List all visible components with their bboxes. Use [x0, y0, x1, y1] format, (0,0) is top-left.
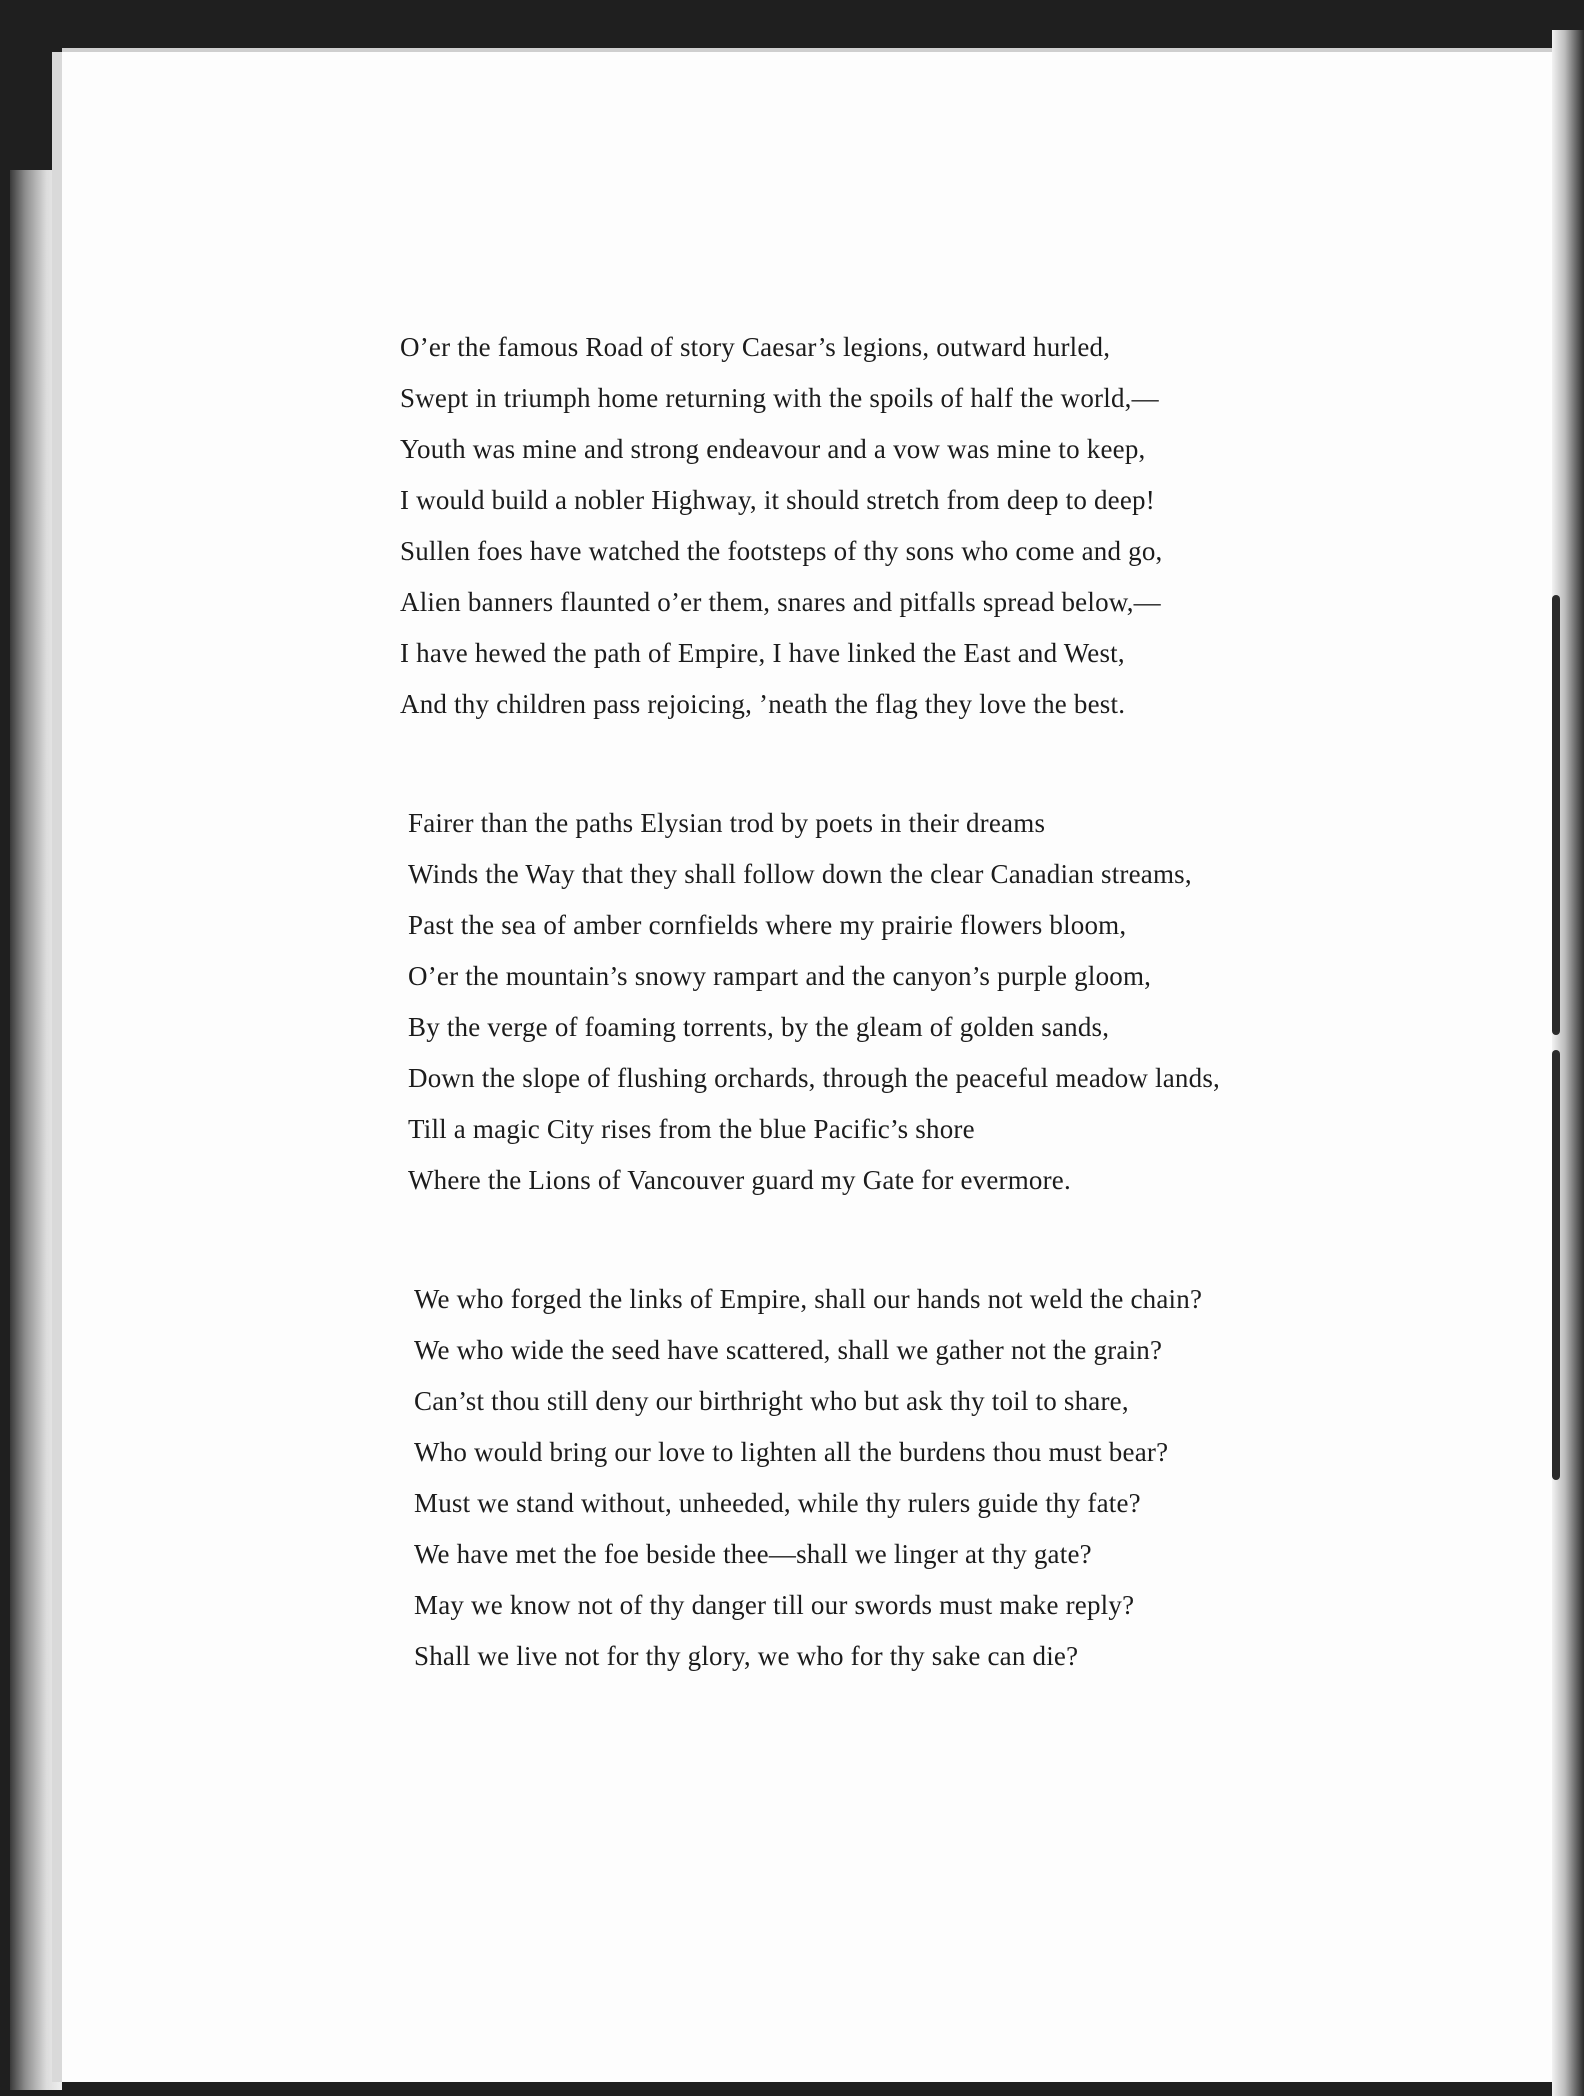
poem-line: Sullen foes have watched the footsteps of thy sons who come and go, [400, 536, 1163, 566]
binding-mark-lower [1552, 1050, 1560, 1480]
poem-line: And thy children pass rejoicing, ’neath the flag they love the best. [400, 689, 1126, 719]
poem-line: I have hewed the path of Empire, I have linked the East and West, [400, 638, 1125, 668]
poem-line: Fairer than the paths Elysian trod by poets in their dreams [408, 808, 1046, 838]
poem-line: We have met the foe beside thee—shall we linger at thy gate? [414, 1539, 1092, 1569]
poem-line: Youth was mine and strong endeavour and a vow was mine to keep, [400, 434, 1146, 464]
poem-line: Can’st thou still deny our birthright who but ask thy toil to share, [414, 1386, 1129, 1416]
poem-line: Shall we live not for thy glory, we who for thy sake can die? [414, 1641, 1079, 1671]
poem-line: O’er the famous Road of story Caesar’s legions, outward hurled, [400, 332, 1111, 362]
poem-line: Past the sea of amber cornfields where my prairie flowers bloom, [408, 910, 1127, 940]
poem-line: Down the slope of flushing orchards, through the peaceful meadow lands, [408, 1063, 1220, 1093]
poem-line: Who would bring our love to lighten all the burdens thou must bear? [414, 1437, 1169, 1467]
poem-line: By the verge of foaming torrents, by the gleam of golden sands, [408, 1012, 1110, 1042]
stanza-1 [400, 322, 1400, 730]
poem-line: Where the Lions of Vancouver guard my Gate for evermore. [408, 1165, 1071, 1195]
stanza-2 [408, 798, 1400, 1206]
binding-mark-upper [1552, 595, 1560, 1035]
page-edge-left [10, 170, 62, 2090]
poem-line: Till a magic City rises from the blue Pacific’s shore [408, 1114, 975, 1144]
poem-line: We who forged the links of Empire, shall our hands not weld the chain? [414, 1284, 1203, 1314]
poem-line: Swept in triumph home returning with the spoils of half the world,— [400, 383, 1159, 413]
poem-line: Alien banners flaunted o’er them, snares and pitfalls spread below,— [400, 587, 1161, 617]
stanza-3 [414, 1274, 1400, 1682]
poem-line: May we know not of thy danger till our swords must make reply? [414, 1590, 1135, 1620]
poem-line: I would build a nobler Highway, it should stretch from deep to deep! [400, 485, 1155, 515]
poem-line: Must we stand without, unheeded, while thy rulers guide thy fate? [414, 1488, 1141, 1518]
poem-line: O’er the mountain’s snowy rampart and the canyon’s purple gloom, [408, 961, 1152, 991]
poem [400, 322, 1400, 1750]
poem-line: We who wide the seed have scattered, shall we gather not the grain? [414, 1335, 1163, 1365]
poem-line: Winds the Way that they shall follow down the clear Canadian streams, [408, 859, 1192, 889]
